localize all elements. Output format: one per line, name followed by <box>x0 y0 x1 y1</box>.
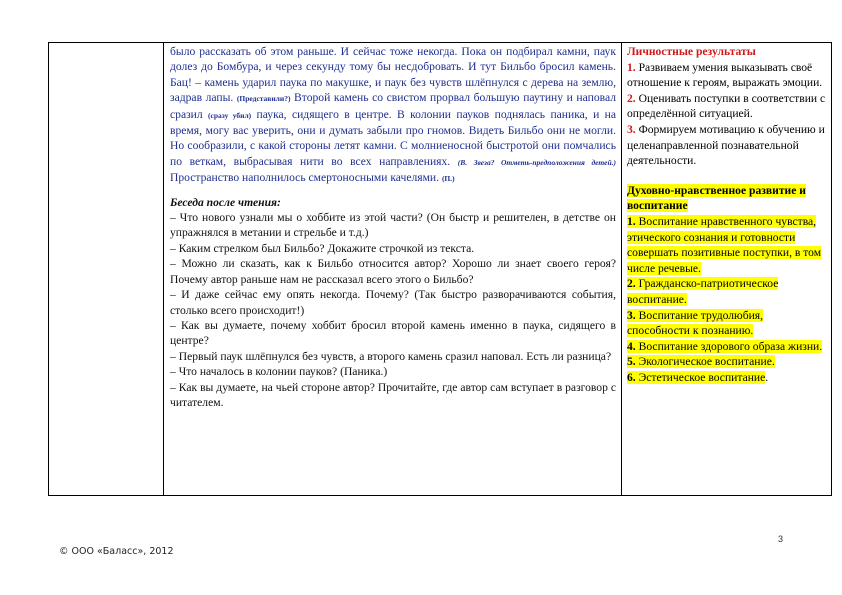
passage-text: Пространство наполнилось смертоносными качелями. <box>170 171 442 185</box>
moral-education-item <box>627 276 827 307</box>
item-text: Оценивать поступки в соответствии с определённой ситуацией. <box>627 91 826 121</box>
item-tail: . <box>765 370 769 384</box>
item-number: 5. <box>627 355 636 369</box>
item-text: Воспитание здорового образа жизни. <box>635 339 823 353</box>
results-block <box>622 43 831 385</box>
copyright-notice: © ООО «Баласс», 2012 <box>59 546 174 557</box>
highlighted-text <box>627 309 763 338</box>
personal-results-list <box>627 60 827 169</box>
question-item: – Что нового узнали мы о хоббите из этой части? (Он быстр и решителен, в детстве он упражнялся в метании и стрельбе и т.д.) <box>170 211 616 240</box>
item-number: 2. <box>627 91 636 105</box>
moral-education-list <box>627 183 827 386</box>
question-item: – Каким стрелком был Бильбо? Докажите строчкой из текста. <box>170 241 475 255</box>
talk-title: Беседа после чтения: <box>170 195 281 209</box>
question-item: – И даже сейчас ему опять некогда. Почему? (Так быстро разворачиваются события, столько всего происходит!) <box>170 288 616 317</box>
item-number: 1. <box>627 60 636 74</box>
item-number: 6. <box>627 370 636 384</box>
item-text: Развиваем умения выказывать своё отношение к героям, выражать эмоции. <box>627 60 823 90</box>
item-number: 4. <box>627 339 636 353</box>
question-item: – Как вы думаете, на чьей стороне автор? Прочитайте, где автор сам вступает в разговор с читателем. <box>170 380 616 409</box>
passage-text: паука, сидящего в центре. В колонии пауков поднялась паника, и на время, могу вас уверить, они и думать забыли про гномов. Видеть Бильбо они не могли. Но сообразили, с какой стороны летят камни. С молниеносной быстротой они помчались по веткам, выбрасывая нити во всех направлениях. <box>170 107 616 168</box>
moral-title-text: Духовно-нравственное развитие и воспитание <box>627 183 806 213</box>
personal-result-item <box>627 122 827 169</box>
highlighted-text <box>627 340 822 353</box>
item-text: Эстетическое воспитание <box>635 370 766 384</box>
item-text: Формируем мотивацию к обучению и целенаправленной познавательной деятельности. <box>627 122 825 168</box>
passage-text: было рассказать об этом раньше. И сейчас тоже некогда. Пока он подбирал камни, паук долез до Бомбура, и через секунду тому бы несдобровать. И тут Бильбо бросил камень. Бац! – камень ударил паука по макушке, и паук без чувств шлёпнулся с дерева на землю, задрав лапы. <box>170 45 616 105</box>
teacher-note: (В. Звеза? Отметь-предположения детей.) <box>457 157 617 167</box>
teacher-note: (П.) <box>441 174 455 184</box>
lesson-text-cell <box>164 43 622 496</box>
highlighted-text <box>627 215 821 275</box>
passage-text: Второй камень со свистом прорвал большую паутину и наповал сразил <box>170 91 616 121</box>
item-text: Воспитание трудолюбия, способности к познанию. <box>627 308 764 338</box>
moral-education-item <box>627 354 827 370</box>
empty-column-cell <box>49 43 164 496</box>
teacher-note: (Представили?) <box>236 94 291 104</box>
item-number: 2. <box>627 277 636 291</box>
moral-education-item <box>627 370 827 386</box>
question-item: – Как вы думаете, почему хоббит бросил второй камень именно в паука, сидящего в центре? <box>170 318 616 348</box>
teacher-note: (сразу убил) <box>208 110 252 120</box>
results-cell <box>622 43 832 496</box>
moral-education-title <box>627 183 827 214</box>
item-number: 3. <box>627 308 636 322</box>
moral-education-item <box>627 214 827 276</box>
item-text: Экологическое воспитание. <box>635 355 775 369</box>
personal-results-title: Личностные результаты <box>627 45 756 58</box>
moral-education-item <box>627 308 827 339</box>
highlighted-text <box>627 371 765 384</box>
personal-result-item <box>627 91 827 122</box>
highlighted-text <box>627 355 775 368</box>
item-number: 3. <box>627 122 636 136</box>
question-list <box>170 210 616 410</box>
lesson-table <box>48 42 832 496</box>
lesson-text <box>164 43 621 410</box>
question-item: – Что началось в колонии пауков? (Паника.) <box>170 365 388 379</box>
question-item: – Можно ли сказать, как к Бильбо относится автор? Хорошо ли знает своего героя? Почему автор раньше нам не рассказал всего этого о Бильбо? <box>170 257 616 286</box>
item-number: 1. <box>627 214 636 228</box>
reading-passage <box>170 44 616 187</box>
personal-result-item <box>627 60 827 91</box>
item-text: Воспитание нравственного чувства, этического сознания и готовности совершать позитивные поступки, в том числе речевые. <box>627 214 822 275</box>
page-number: 3 <box>778 534 784 544</box>
item-text: Гражданско-патриотическое воспитание. <box>627 277 779 306</box>
highlighted-text <box>627 277 778 306</box>
moral-education-item <box>627 339 827 355</box>
question-item: – Первый паук шлёпнулся без чувств, а второго камень сразил наповал. Есть ли разница? <box>170 349 612 363</box>
